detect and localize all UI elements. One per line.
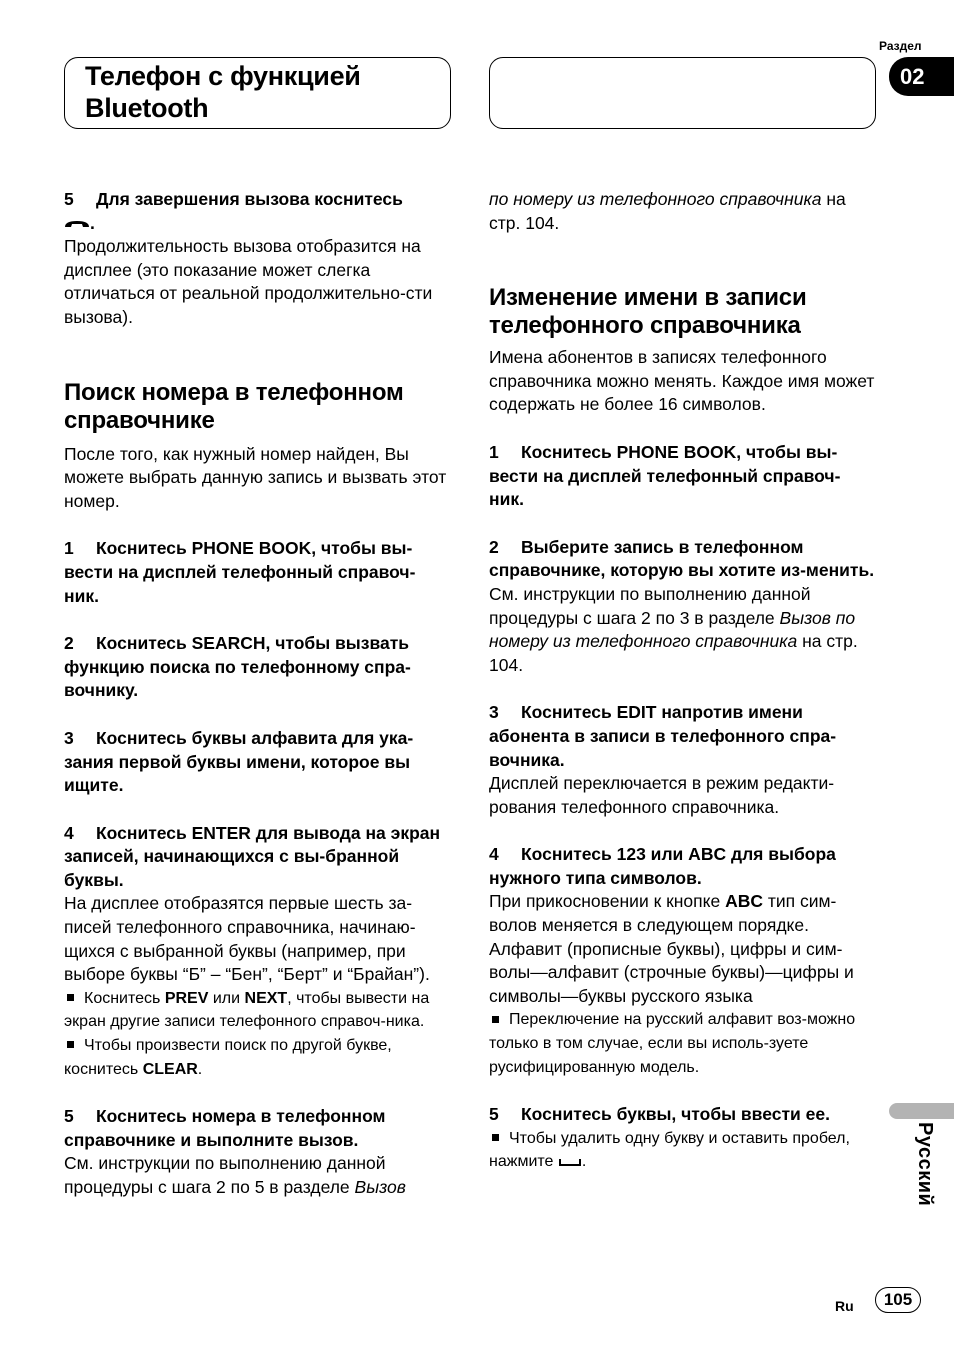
bullet-icon bbox=[492, 1134, 499, 1141]
title-line-2: Bluetooth bbox=[85, 93, 209, 123]
step-number: 1 bbox=[64, 538, 74, 559]
edit-step-3-body: Дисплей переключается в режим редакти-рования телефонного справочника. bbox=[489, 773, 835, 817]
page-title bbox=[85, 60, 361, 124]
search-step-2 bbox=[64, 632, 450, 703]
edit-step-4-body bbox=[489, 890, 875, 1008]
body-text: на стр. 104. bbox=[489, 631, 858, 675]
step-number: 4 bbox=[64, 822, 74, 843]
note-clear bbox=[64, 1034, 450, 1081]
step-number: 3 bbox=[64, 727, 74, 748]
note-text: . bbox=[581, 1153, 587, 1171]
step-text: Коснитесь номера в телефонном справочнике и выполните вызов. bbox=[64, 1106, 386, 1150]
right-column bbox=[489, 188, 875, 1174]
edit-step-4 bbox=[489, 843, 875, 890]
step-text: Коснитесь буквы алфавита для ука-зания первой буквы имени, которое вы ищите. bbox=[64, 727, 414, 796]
end-call-icon bbox=[64, 220, 90, 228]
step-text: Коснитесь PHONE BOOK, чтобы вы-вести на дисплей телефонный справоч-ник. bbox=[489, 441, 841, 510]
title-frame-right bbox=[489, 57, 876, 129]
note-prev-next bbox=[64, 987, 450, 1034]
search-step-5 bbox=[64, 1105, 450, 1152]
body-text: тип сим-волов меняется в следующем порядке. Алфавит (прописные буквы), цифры и сим-волы—алфавит (строчные буквы)—цифры и символы—буквы русского языка bbox=[489, 891, 854, 1006]
prev-label: PREV bbox=[164, 989, 209, 1007]
step-text: Для завершения вызова коснитесь bbox=[96, 189, 403, 209]
note-delete-letter bbox=[489, 1127, 875, 1174]
step-text: Коснитесь 123 или ABC для выбора нужного типа символов. bbox=[489, 844, 836, 888]
note-text: или bbox=[208, 989, 245, 1007]
bullet-icon bbox=[492, 1016, 499, 1023]
step-text: Выберите запись в телефонном справочнике, которую вы хотите из-менить. bbox=[489, 536, 875, 581]
edit-heading: Изменение имени в записи телефонного справочника bbox=[489, 284, 807, 340]
title-line-1: Телефон с функцией bbox=[85, 61, 361, 91]
end-call-description: Продолжительность вызова отобразится на дисплее (это показание может слегка отличаться от реальной продолжительно-сти вызова). bbox=[64, 236, 433, 327]
edit-step-2-body bbox=[489, 583, 875, 677]
search-heading: Поиск номера в телефонном справочнике bbox=[64, 378, 404, 434]
page-number: 105 bbox=[875, 1287, 921, 1313]
step-text: Коснитесь EDIT напротив имени абонента в записи в телефонного спра-вочника. bbox=[489, 702, 837, 770]
note-text: Чтобы удалить одну букву и оставить пробел, нажмите bbox=[489, 1129, 850, 1171]
note-text: Чтобы произвести поиск по другой букве, коснитесь bbox=[64, 1037, 392, 1078]
body-text: См. инструкции по выполнению данной процедуры с шага 2 по 5 в разделе bbox=[64, 1153, 386, 1197]
edit-step-1 bbox=[489, 441, 875, 512]
step-number: 2 bbox=[489, 536, 499, 557]
language-code: Ru bbox=[835, 1298, 854, 1314]
step-number: 5 bbox=[64, 189, 74, 209]
note-russian-alphabet bbox=[489, 1008, 875, 1079]
ref-title: Вызов bbox=[354, 1177, 406, 1197]
edit-step-2 bbox=[489, 536, 875, 583]
step-number: 3 bbox=[489, 702, 499, 723]
space-key-icon bbox=[558, 1157, 582, 1167]
search-step-4 bbox=[64, 822, 450, 893]
body-text: См. инструкции по выполнению данной процедуры с шага 2 по 3 в разделе bbox=[489, 583, 811, 628]
clear-label: CLEAR bbox=[142, 1060, 198, 1078]
ref-title: Вызов по номеру из телефонного справочника bbox=[489, 607, 856, 652]
step-text: Коснитесь буквы, чтобы ввести ее. bbox=[521, 1104, 830, 1125]
step-end-call bbox=[64, 188, 450, 235]
note-text: . bbox=[197, 1060, 203, 1078]
step-text: Коснитесь PHONE BOOK, чтобы вы-вести на дисплей телефонный справоч-ник. bbox=[64, 538, 416, 606]
step-text: Коснитесь SEARCH, чтобы вызвать функцию поиска по телефонному спра-вочнику. bbox=[64, 633, 411, 701]
continued-reference bbox=[489, 188, 875, 235]
step-text-tail: . bbox=[90, 212, 95, 233]
search-step-4-body: На дисплее отобразятся первые шесть за-писей телефонного справочника, начинаю-щихся с выбранной буквы (например, при выборе буквы “Б” – “Бен”, “Берт” и “Брайан”). bbox=[64, 893, 430, 985]
note-text: Коснитесь bbox=[84, 989, 165, 1007]
edit-step-3 bbox=[489, 701, 875, 772]
body-text: При прикосновении к кнопке bbox=[489, 891, 726, 912]
search-intro: После того, как нужный номер найден, Вы можете выбрать данную запись и вызвать этот номер. bbox=[64, 443, 447, 511]
language-label: Русский bbox=[914, 1122, 936, 1207]
bullet-icon bbox=[67, 1041, 74, 1048]
ref-title: по номеру из телефонного справочника bbox=[489, 189, 822, 209]
abc-label: ABC bbox=[725, 891, 763, 912]
step-number: 5 bbox=[64, 1106, 74, 1127]
next-label: NEXT bbox=[244, 989, 288, 1007]
step-number: 5 bbox=[489, 1104, 499, 1125]
step-number: 1 bbox=[489, 441, 499, 462]
bullet-icon bbox=[67, 994, 74, 1001]
search-step-3 bbox=[64, 727, 450, 798]
note-text: Переключение на русский алфавит воз-можно только в том случае, если вы исполь-зуете русифицированную модель. bbox=[489, 1011, 856, 1076]
edit-step-5 bbox=[489, 1103, 875, 1127]
section-label: Раздел bbox=[879, 39, 922, 53]
step-text: Коснитесь ENTER для вывода на экран записей, начинающихся с вы-бранной буквы. bbox=[64, 822, 441, 890]
language-tab bbox=[889, 1103, 954, 1119]
body-text: на стр. 104. bbox=[489, 189, 846, 233]
search-step-1 bbox=[64, 537, 450, 608]
step-number: 4 bbox=[489, 844, 499, 865]
search-step-5-body bbox=[64, 1152, 450, 1199]
step-number: 2 bbox=[64, 633, 74, 654]
note-text: , чтобы вывести на экран другие записи телефонного справоч-ника. bbox=[64, 989, 430, 1031]
left-column bbox=[64, 188, 450, 1200]
section-number-tab: 02 bbox=[889, 57, 954, 96]
edit-intro: Имена абонентов в записях телефонного справочника можно менять. Каждое имя может содержать не более 16 символов. bbox=[489, 347, 875, 415]
